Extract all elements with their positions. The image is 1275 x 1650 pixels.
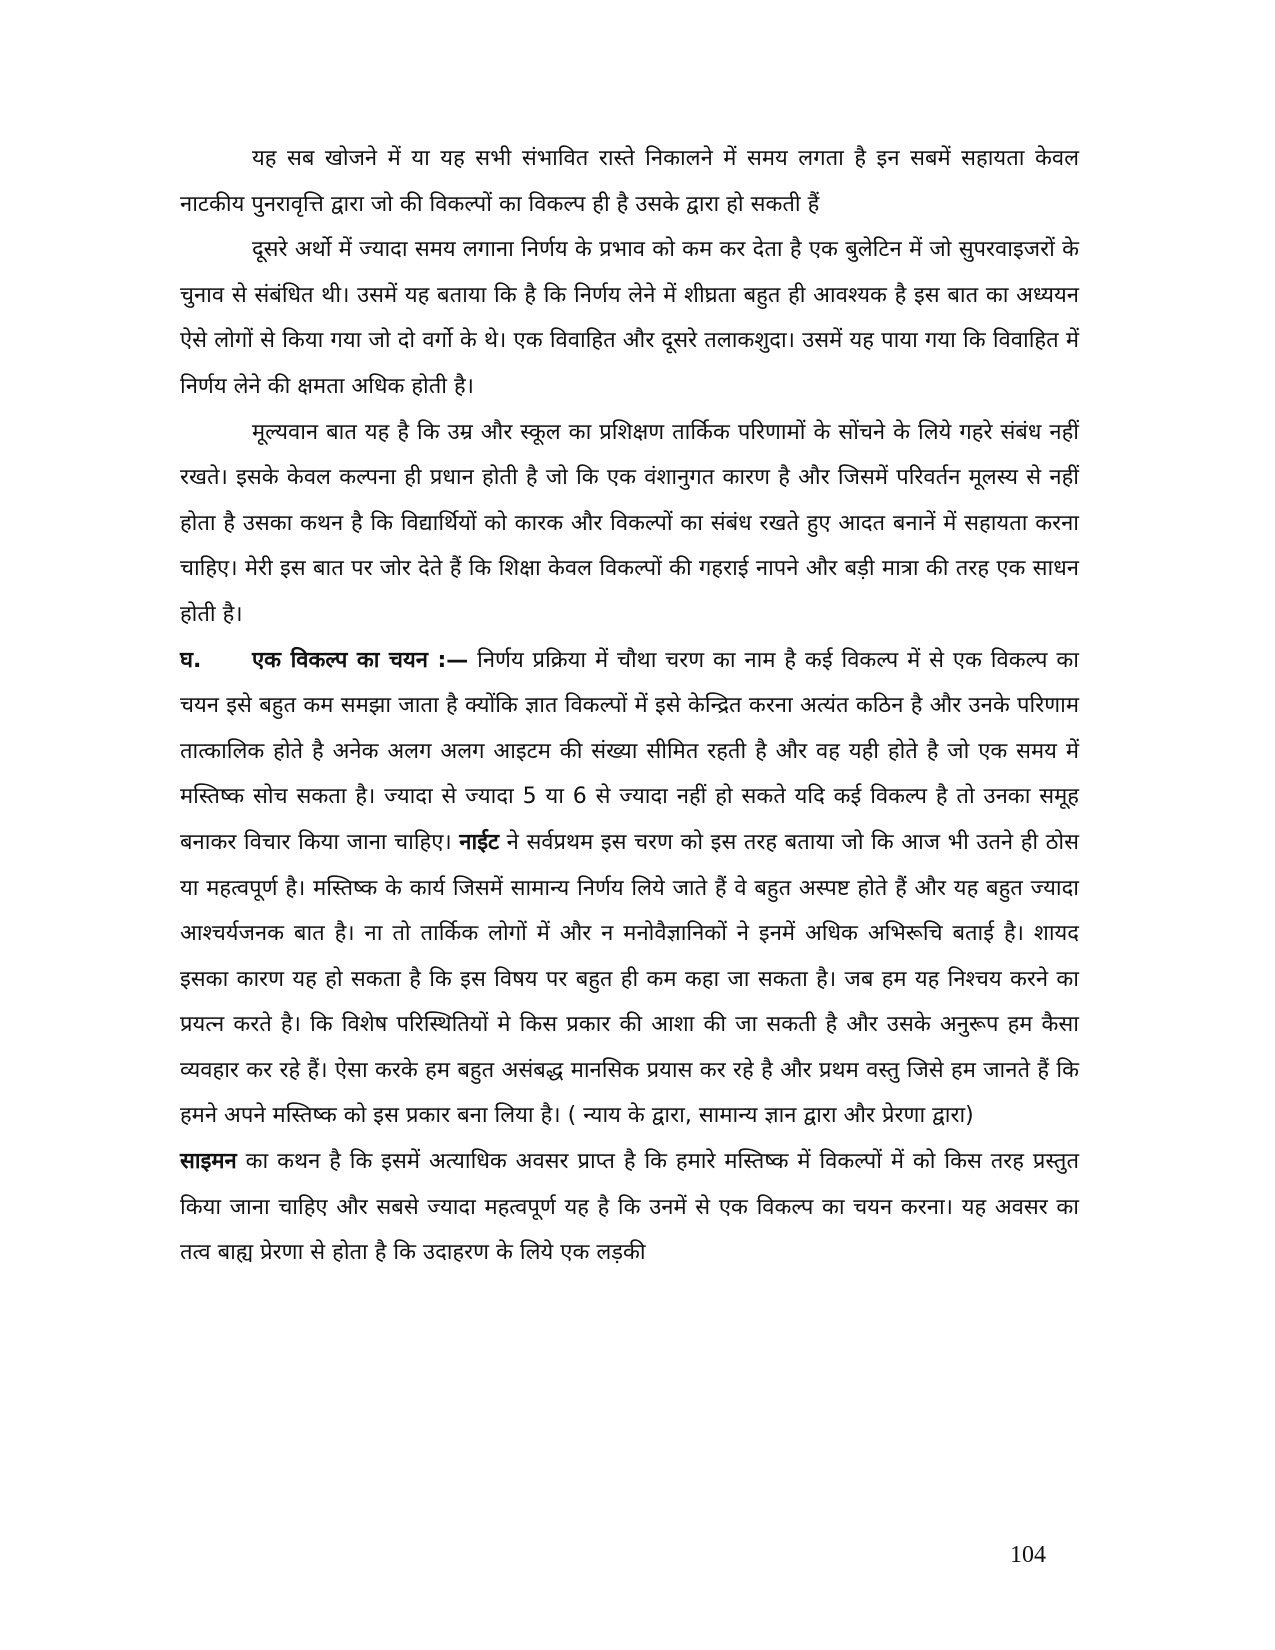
highlighted-name-knight: नाईट: [459, 829, 500, 855]
section-text-part-2: ने सर्वप्रथम इस चरण को इस तरह बताया जो कि आज भी उतने ही ठोस या महत्वपूर्ण है। मस्तिष्क के कार्य जिसमें सामान्य निर्णय लिये जाते हैं वे बहुत अस्पष्ट होते हैं और यह बहुत ज्यादा आश्चर्यजनक बात है। ना तो तार्किक लोगों में और न मनोवैज्ञानिकों ने इनमें अधिक अभिरूचि बताई है। शायद इसका कारण यह हो सकता है कि इस विषय पर बहुत ही कम कहा जा सकता है। जब हम यह निश्चय करने का प्रयत्न करते है। कि विशेष परिस्थितियों मे किस प्रकार की आशा की जा सकती है और उसके अनुरूप हम कैसा व्यवहार कर रहे हैं। ऐसा करके हम बहुत असंबद्ध मानसिक प्रयास कर रहे है और प्रथम वस्तु जिसे हम जानते हैं कि हमने अपने मस्तिष्क को इस प्रकार बना लिया है। ( न्याय के द्वारा, सामान्य ज्ञान द्वारा और प्रेरणा द्वारा): [180, 829, 1079, 1129]
page-number: 104: [1010, 1542, 1046, 1568]
closing-paragraph: [180, 1139, 1079, 1276]
highlighted-name-simon: साइमन: [180, 1149, 237, 1175]
page-body: [180, 136, 1079, 1276]
paragraph-2: दूसरे अर्थो में ज्यादा समय लगाना निर्णय के प्रभाव को कम कर देता है एक बुलेटिन में जो सुपरवाइजरों के चुनाव से संबंधित थी। उसमें यह बताया कि है कि निर्णय लेने में शीघ्रता बहुत ही आवश्यक है इस बात का अध्ययन ऐसे लोगों से किया गया जो दो वर्गो के थे। एक विवाहित और दूसरे तलाकशुदा। उसमें यह पाया गया कि विवाहित में निर्णय लेने की क्षमता अधिक होती है।: [180, 237, 1079, 399]
closing-text: का कथन है कि इसमें अत्याधिक अवसर प्राप्त है कि हमारे मस्तिष्क में विकल्पों में को किस तरह प्रस्तुत किया जाना चाहिए और सबसे ज्यादा महत्वपूर्ण यह है कि उनमें से एक विकल्प का चयन करना। यह अवसर का तत्व बाह्य प्रेरणा से होता है कि उदाहरण के लिये एक लड़की: [180, 1149, 1079, 1266]
section-text-part-1: निर्णय प्रक्रिया में चौथा चरण का नाम है कई विकल्प में से एक विकल्प का चयन इसे बहुत कम समझा जाता है क्योंकि ज्ञात विकल्पों में इसे केन्द्रित करना अत्यंत कठिन है और उनके परिणाम तात्कालिक होते है अनेक अलग अलग आइटम की संख्या सीमित रहती है और वह यही होते है जो एक समय में मस्तिष्क सोच सकता है। ज्यादा से ज्यादा 5 या 6 से ज्यादा नहीं हो सकते यदि कई विकल्प है तो उनका समूह बनाकर विचार किया जाना चाहिए।: [180, 647, 1079, 855]
section-marker: घ.: [180, 647, 202, 673]
paragraph-3: मूल्यवान बात यह है कि उम्र और स्कूल का प्रशिक्षण तार्किक परिणामों के सोंचने के लिये गहरे संबंध नहीं रखते। इसके केवल कल्पना ही प्रधान होती है जो कि एक वंशानुगत कारण है और जिसमें परिवर्तन मूलस्य से नहीं होता है उसका कथन है कि विद्यार्थियों को कारक और विकल्पों का संबंध रखते हुए आदत बनानें में सहायता करना चाहिए। मेरी इस बात पर जोर देते हैं कि शिक्षा केवल विकल्पों की गहराई नापने और बड़ी मात्रा की तरह एक साधन होती है।: [180, 419, 1079, 627]
section-paragraph: [180, 638, 1079, 1140]
paragraph-1: यह सब खोजने में या यह सभी संभावित रास्ते निकालने में समय लगता है इन सबमें सहायता केवल नाटकीय पुनरावृत्ति द्वारा जो की विकल्पों का विकल्प ही है उसके द्वारा हो सकती हैं: [180, 146, 1079, 217]
section-heading: एक विकल्प का चयन :—: [252, 647, 469, 673]
